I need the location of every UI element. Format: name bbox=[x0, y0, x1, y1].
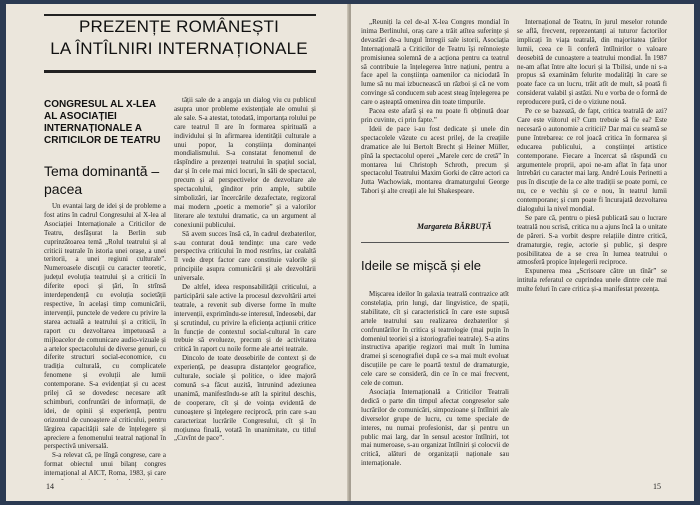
section-title: Ideile se mișcă și ele bbox=[361, 258, 481, 273]
left-column-2 bbox=[174, 96, 316, 480]
headline-rule bbox=[44, 70, 316, 73]
paragraph: Se pare că, pentru o piesă publicată sau o lucrare teatrală nou scrisă, critica nu a ajuns încă la o unitate de păreri. S-a vorbit despre relațiile dintre critică, dramaturgie, regie, actorie și public, și despre posibilitatea de a se crea în lumea teatrului o atmosferă propice înțelegerii reciproce. bbox=[517, 213, 667, 267]
paragraph: „Reuniți la cel de-al X-lea Congres mondial în inima Berlinului, oraș care a trăit atîtea suferințe și devastări de-a lungul întregii sale istorii, Asociația Internațională a Criticilor de Teatru își reînnoiește promisiunea solemnă de a acționa pentru ca teatrul să contribuie la înțelegerea între națiuni, pentru a face apel la conștiința oamenilor ca niciodată în lume să nu mai izbucnească un război și că ne vom convinge să conducem sub acest steag înțelegerea pe care o așteaptă omenirea din toate timpurile. bbox=[361, 18, 509, 107]
page-number-left: 14 bbox=[46, 482, 54, 491]
section-divider bbox=[361, 242, 509, 243]
section-tema-title: Tema dominantă – pacea bbox=[44, 163, 160, 197]
paragraph: Pacea este afară și ea nu poate fi obținută doar prin cuvinte, ci prin fapte.” bbox=[361, 107, 509, 124]
headline-line-1: PREZENȚE ROMÂNEȘTI bbox=[78, 17, 280, 36]
paragraph: Să avem succes însă că, în cadrul dezbaterilor, s-au conturat două tendințe: una care vede perspectiva criticului în mod restrîns, iar cealaltă îl vede drept factor care constituie valorile și principiile asupra comunicării și ale dezvoltării universale. bbox=[174, 229, 316, 283]
book-spread bbox=[6, 4, 694, 501]
right-column-1-top bbox=[361, 18, 509, 214]
paragraph: Asociația Internațională a Criticilor Teatrali dedică o parte din timpul afectat congreselor sale lucrărilor de comunicări, simpozioane și întîlniri ale diverselor grupe de lucru, cu teme speciale de interes, nu numai profesionist, dar și pentru un public mai larg, dar în sensul acestor întîlniri, tot mai numeroase, s-au organizat întîlniri și colocvii de critică, alături de organizații naționale sau internaționale. bbox=[361, 387, 509, 468]
paragraph: S-a relevat că, pe lîngă congrese, care a format obiectul unui bilanț congres internațional al AICT, Roma, 1983, și care bbox=[44, 451, 166, 478]
right-column-2 bbox=[517, 18, 667, 480]
paragraph: Mișcarea ideilor în galaxia teatrală contrazice atît constelația, prin lungi, dar lingvistice, de spații, stabilitate, cît și caracteristică în care este supusă artele teatrului sau realizarea dezbaterilor și confruntărilor în critica și teatrologie (mai puțin în domeniul teoriei și a istoriografiei teatrale). S-a atins instructiva apariție regizori mai mult în lumina dramei și scenografiei după ce s-a mai mult evoluat discuțiile pe care le poartă textul de dramaturgie, cele care se consideră, din ce în ce mai frecvent, cele de comun. bbox=[361, 290, 509, 388]
right-page bbox=[351, 4, 694, 501]
paragraph: tății sale de a angaja un dialog viu cu publicul asupra unor probleme existențiale ale omului și ale sale. S-a atestat, totodată, importanța rolului pe care teatrul îl are în formarea spirituală a individului și în afirmarea identității culturale a unui popor, la conștiința dominanței mondialismului. S-a constatat fenomenul de răspîndire a prezenței teatrului în spațiul social, dar și în cele mai mici locuri, în săli de spectacol, precum și al perspectivelor de dezvoltare ale spectacolului, gînditor prin ample, subtile simbolizări, iar încercările dezafectate, regizoral mai modern „poetic a memorie” și a valorilor literare ale textului dramatic, ca un argument al conexiunii publicului. bbox=[174, 96, 316, 229]
paragraph: Un evantai larg de idei și de probleme a fost atins în cadrul Congresului al X-lea al Asociației Internaționale a Criticilor de Teatru, desfășurat la Berlin sub cuprinzătoarea temă „Rolul teatrului și al criticii teatrale în istoria unei orașe, a unei teritorii, a unei regiuni culturale”. Numeroasele discuții cu caracter teoretic, județul evoluția teatrului și a criticii în diferite epoci și țări, în strînsă interdependență cu evoluția societății respective, în același timp comunicării, intervenții, punctele de vedere cu privire la starea actuală a teatrului și a criticii, în raport cu dezvoltarea impetuoasă a mijloacelor de comunicare audio-vizuale și a artelor spectacolului de diverse genuri, cu diferite structuri social-economice, cu tradiția culturală, cu complicatele fenomene și evoluții ale lumii contemporane. S-a evidențiat și cu acest prilej că se dovedesc necesare atît schimburi, confruntări de informații, de idei, de opinii și experiență, pentru orizontul de cunoaștere al criticului, pentru lărgirea capacității sale de înțelegere și apreciere a fenomenului teatral național în perspectivă universală. bbox=[44, 202, 166, 451]
section-subhead: CONGRESUL AL X-LEA AL ASOCIAȚIEI INTERNAȚIONALE A CRITICILOR DE TEATRU bbox=[44, 99, 161, 146]
paragraph: De altfel, ideea responsabilității criticului, a participării sale active la procesul dezvoltării artei teatrale, a revenit sub diverse forme în multe intervenții, exprimîndu-se interesul, îndeosebi, dar și scrutindul, cu privire la eficiența acțiunii critice în funcție de contextul social-cultural în care trebuie să evolueze, precum și de activitatea critică în raport cu noile forme ale artei teatrale. bbox=[174, 283, 316, 354]
paragraph: Pe ce se bazează, de fapt, critica teatrală de azi? Care este viitorul ei? Cum trebuie să fie ea? Este necesară o autonomie a criticii? Dar mai cu seamă se pune întrebarea: ce rol joacă critica în formarea și educarea publicului, a conștiinței artistice contemporane. Fiecare a încercat să răspundă cu argumentele proprii, apoi ne-am aflat în fața unor întrebări cu caracter mai larg. André Louis Perinetti a pus în discuție de la ce alte tradiții se poate porni, ce nu, ce e vechiu și ce e nou, în teatrul lumii contemporane; și cum poate fi încurajată dezvoltarea dialogului la nivel mondial. bbox=[517, 107, 667, 214]
headline-line-2: LA ÎNTÎLNIRI INTERNAȚIONALE bbox=[50, 39, 308, 58]
paragraph: Expunerea mea „Scrisoare către un tînăr” se intitula referatul ce cuprindea unele dintre cele mai multe feluri în care critica și-a manifestat prezența. bbox=[517, 267, 667, 294]
paragraph: Dincolo de toate deosebirile de context și de experiență, pe deasupra distanțelor geografice, culturale, sociale și politice, o idee majoră comună s-a făcut auzită, întrunind adeziunea unanimă, manifestîndu-se atît la spiritul deschis, de cooperare, cît și de voința evidentă de cunoaștere și înțelegere reciprocă, prin care s-au caracterizat lucrările Congresului, cît și în moțiunea finală, votată în unanimitate, cu titlul „Cuvînt de pace”. bbox=[174, 354, 316, 443]
article-headline bbox=[44, 16, 314, 60]
paragraph: Ideii de pace i-au fost dedicate și unele din spectacolele văzute cu acest prilej, de la creațiile dramatice ale lui Bertolt Brecht și Heiner Müller, pînă la spectacolul operei „Marele cerc de cretă” în montarea lui Christoph Schroth, precum și spectacolul Teatrului Maxim Gorki de către actori ca Jutta Wachowiak, montarea dramaturgului George Tabori și alte creații ale lui Shakespeare. bbox=[361, 124, 509, 196]
left-page bbox=[6, 4, 349, 501]
right-column-1-bottom bbox=[361, 290, 509, 480]
paragraph: Internațional de Teatru, în jurul meselor rotunde se află, frecvent, reprezentanți ai tuturor factorilor implicați în viața teatrală, din majoritatea țărilor lumii, ceea ce îi conferă întîlnirilor o valoare deosebită de cunoaștere a teatrului mondial. În 1987 ne-am aflat între alte locuri și la Tbilisi, unde ni s-a propus să examinăm felurite modalități în care se poate face ca un lucru, trăit atît de mult, să poată fi considerat valabil și astăzi. Nu e vorba de o formă de reproducere pură, ci de o viziune nouă. bbox=[517, 18, 667, 107]
page-number-right: 15 bbox=[653, 482, 661, 491]
article-author: Margareta BĂRBUȚĂ bbox=[417, 222, 492, 231]
left-column-1 bbox=[44, 202, 166, 480]
